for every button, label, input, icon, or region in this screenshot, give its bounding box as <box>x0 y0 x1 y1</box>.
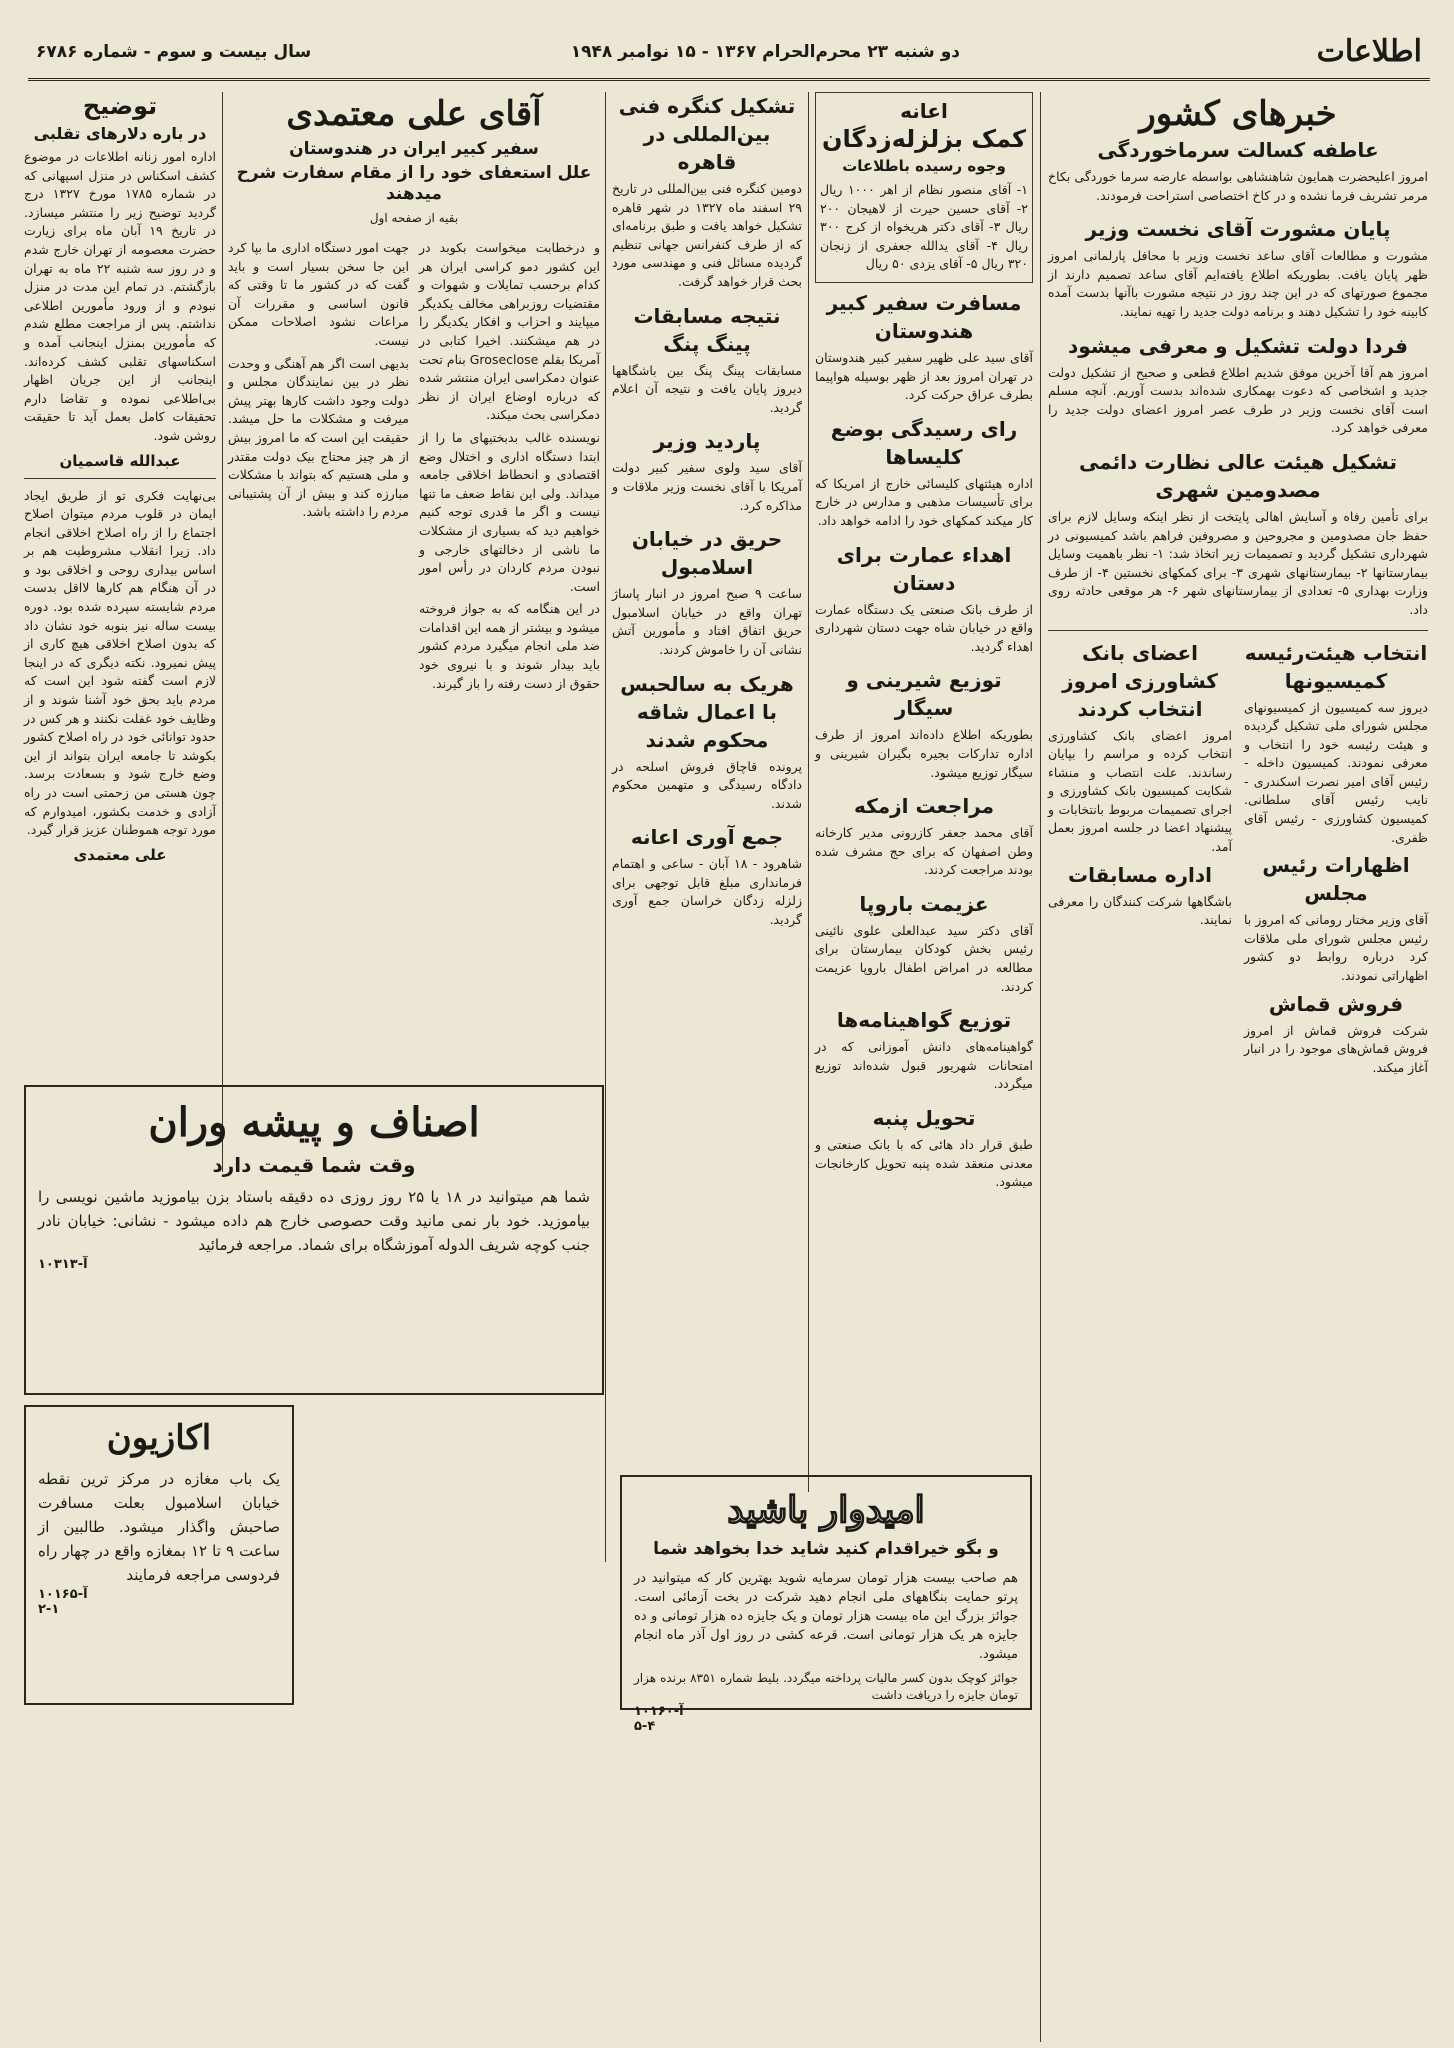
ad-text: شما هم میتوانید در ۱۸ یا ۲۵ روز روزی ده دقیقه باستاد بزن بیاموزید ماشین نویسی را بیاموزید. خود بار نمی مانید وقت حصوصی خارج هم داده میشود - نشانی: خیابان نادر جنب کوچه شریف الدوله آموزشگاه برای شماد. مراجعه فرمائید <box>38 1188 591 1254</box>
story-title: رای رسیدگی بوضع کلیساها <box>830 416 1018 469</box>
ad-subtitle: و بگو خیراقدام کنید شاید خدا بخواهد شما <box>653 1539 999 1559</box>
story-title: اعضای بانک کشاورزی امروز انتخاب کردند <box>1062 640 1218 721</box>
feature-subtitle-2: علل استعفای خود را از مقام سفارت شرح میدهند <box>236 163 592 204</box>
column-rule <box>222 92 223 1172</box>
story-text: آقای محمد جعفر کازرونی مدیر کارخانه وطن اصفهان که برای حج مشرف شده بودند مراجعت کردند. <box>815 825 1033 878</box>
ad-asnaf <box>24 1085 604 1395</box>
story-text: آقای دکتر سید عبدالعلی علوی نائینی رئیس بخش کودکان بیمارستان برای مطالعه در امراض اطفال باروپا عزیمت کردند. <box>815 922 1033 994</box>
divider <box>24 478 216 479</box>
clarification-title: توضیح <box>82 92 158 120</box>
ad-subtitle: وقت شما قیمت دارد <box>212 1153 416 1177</box>
story-text: گواهینامه‌های دانش آموزانی که در امتحانات شهریور قبول شده‌اند توزیع میگردد. <box>815 1039 1033 1092</box>
ad-code: آ-۱۰۱۶۰ <box>634 1704 684 1719</box>
ad-note: جوائز کوچک بدون کسر مالیات پرداخته میگردد. بلیط شماره ۸۳۵۱ برنده هزار تومان جایزه را دریافت داشت <box>634 1671 1018 1702</box>
ad-code: آ-۱۰۳۱۳ <box>38 1257 88 1272</box>
relief-list: ۱- آقای منصور نظام از اهر ۱۰۰۰ ریال ۲- آقای حسین حیرت از لاهیجان ۲۰۰ ریال ۳- آقای دکتر هریخواه از کرج ۳۰۰ ریال ۴- آقای یدالله جعفری از زنجان ۳۲۰ ریال ۵- آقای یزدی ۵۰ ریال <box>820 182 1028 272</box>
column-relief-news <box>815 92 1033 1492</box>
article-continuation-text: بی‌نهایت فکری تو از طریق ایجاد ایمان در قلوب مردم میتوان اصلاح اجتماع را از راه اصلاح اخلاقی انجام داد. زیرا انقلاب مشروطیت هم بر اساس بیداری روحی و اخلاقی بود و در آن هنگام هم کارها لااقل بدست مردم شایسته سپرده شده بود. دوره بیست ساله نیز بنوبه خود نشان داد که بدون اصلاح اخلاقی هیچ کاری از پیش نمیرود. نکته دیگری که در اینجا لازم است گفته شود این است که مردم باید بحق خود آشنا شوند و از وظایف خود غفلت نکنند و هر کس در حدود توانائی خود در راه اصلاح کشور بکوشد تا جامعه ایران بتواند از این وضع خارج شود و بسعادت برسد. چون هستی من زحمتی است در راه آزادی و خدمت بکشور، امیدوارم که مورد توجه هموطنان عزیز قرار گیرد. <box>24 487 216 838</box>
feature-text: نویسنده غالب بدبختیهای ما را از ابتدا دستگاه اداری و اختلال وضع اقتصادی و انحطاط اخلاقی جامعه میداند. ولی این نقاط ضعف ما تنها نیست و اگر ما قدری توجه کنیم خواهیم دید که بسیاری از مشکلات ما ناشی از دخالتهای خارجی و نبودن مردم کاردان در رأس امور است. <box>419 429 600 594</box>
story-title: اداره مسابقات <box>1067 862 1212 887</box>
story-title: عزیمت باروپا <box>859 891 989 916</box>
story-text: باشگاهها شرکت کنندگان را معرفی نمایند. <box>1048 893 1232 928</box>
feature-subcolumn <box>228 235 409 697</box>
story-text: شاهرود - ۱۸ آبان - ساعی و اهتمام فرمانداری مبلغ قابل توجهی برای زلزله زدگان خراسان جمع آوری گردید. <box>612 856 802 928</box>
story-text: اداره هیئتهای کلیسائی خارج از امریکا که برای تأسیسات مذهبی و مدارس در خارج کار میکند کمکهای خود را ادامه خواهد داد. <box>815 475 1033 528</box>
story-text: شرکت فروش قماش از امروز فروش قماش‌های موجود را در انبار آغاز میکند. <box>1244 1022 1428 1075</box>
ad-title: امیدوار باشید <box>727 1489 925 1531</box>
story-title: عاطفه کسالت سرماخوردگی <box>1097 138 1379 162</box>
story <box>1048 215 1428 321</box>
column-rule <box>808 92 809 1492</box>
column-world-news <box>612 92 802 1562</box>
signature: علی معتمدی <box>73 845 167 864</box>
story-text: بطوریکه اطلاع داده‌اند امروز از طرف اداره تدارکات بجیره بگیران شیرینی و سیگار توزیع میشود. <box>815 727 1033 780</box>
feature-text: بدیهی است اگر هم آهنگی و وحدت نظر در بین نمایندگان مجلس و دولت وجود داشت کارها بهتر پیش میرفت و مشکلات ما حل میشد. حقیقت این است که ما امروز بیش از هر چیز محتاج بیک دولت مقتدر و ملی هستیم که بتواند با مشکلات مبارزه کند و بیش از آن پشتیبانی مردم را داشته باشد. <box>228 355 409 520</box>
clarification-subtitle: در باره دلارهای تقلبی <box>33 124 207 143</box>
ad-title: اصناف و پیشه وران <box>148 1099 480 1146</box>
story <box>1048 332 1428 438</box>
relief-title: اعانه <box>900 99 948 123</box>
issue-line: سال بیست و سوم - شماره ۶۷۸۶ <box>36 42 312 62</box>
date-line: دو شنبه ۲۳ محرم‌الحرام ۱۳۶۷ - ۱۵ نوامبر ۱۹۴۸ <box>570 42 960 62</box>
newspaper-logo: اطلاعات <box>1316 34 1422 69</box>
column-feature-article <box>228 92 600 1172</box>
story-text: پرونده قاچاق فروش اسلحه در دادگاه رسیدگی و متهمین محکوم شدند. <box>612 758 802 811</box>
ad-omid <box>620 1475 1032 1734</box>
story-text: امروز اعلیحضرت همایون شاهنشاهی بواسطه عارضه سرما خوردگی بکاخ مرمر تشریف فرما نشده و در کاخ اختصاصی استراحت فرمودند. <box>1048 169 1428 203</box>
story-title: پایان مشورت آقای نخست وزیر <box>1085 217 1391 242</box>
ad-title: اکازیون <box>106 1418 212 1458</box>
story-title: حریق در خیابان اسلامبول <box>631 527 783 580</box>
story-title: جمع آوری اعانه <box>630 825 784 850</box>
feature-continued-note: بقیه از صفحه اول <box>369 211 459 225</box>
story-title: مسافرت سفیر کبیر هندوستان <box>826 290 1022 343</box>
story-text: آقای سید ولوی سفیر کبیر دولت آمریکا با آقای نخست وزیر ملاقات و مذاکره کرد. <box>612 460 802 513</box>
feature-text: و درخطابت میخواست بکوبد در این کشور دمو کراسی ایران هر کدام برحسب تمایلات و شهوات و مقتضیات روزبراهی مخالف یکدیگر میپایند و احزاب و افکار یکدیگر را در هم میشکنند. اخیرا کتابی در آمریکا بقلم Groseclose بنام تحت عنوان دمکراسی ایران منتشر شده که درباره اوضاع ایران از نظر دمکراسی بحث میکند. <box>419 240 600 423</box>
story-title: مراجعت ازمکه <box>853 794 995 819</box>
story-text: آقای وزیر مختار رومانی که امروز با رئیس مجلس شورای ملی ملاقات کرد درباره روابط دو کشور اظهاراتی نمودند. <box>1244 912 1428 984</box>
story-title: پاردید وزیر <box>653 429 761 454</box>
bottom-stories <box>1048 639 1428 1082</box>
story-title: اظهارات رئیس مجلس <box>1262 853 1410 906</box>
story <box>1048 639 1232 1082</box>
story-title: فروش قماش <box>1268 991 1404 1016</box>
feature-title: آقای علی معتمدی <box>286 94 542 134</box>
story-title: تشکیل هیئت عالی نظارت دائمی مصدومین شهری <box>1078 449 1398 502</box>
story-title: تشکیل کنگره فنی بین‌المللی در قاهره <box>618 94 796 174</box>
column-national-news <box>1048 92 1428 2042</box>
column-rule <box>605 92 606 1562</box>
divider <box>1048 630 1428 631</box>
feature-body <box>228 235 600 697</box>
feature-subtitle: سفیر کبیر ایران در هندوستان <box>289 139 539 159</box>
relief-title-main: کمک بزلزله‌زدگان <box>821 125 1026 153</box>
ad-text: هم صاحب بیست هزار تومان سرمایه شوید بهترین کار که میتوانید در پرتو حمایت بنگاههای ملی انجام دهید شرکت در بخت آزمائی است. جوائز بزرگ این ماه بیست هزار تومان و یک جایزه ده هزار تومانی و ده جایزه هر یک هزار تومانی است. قرعه کشی در روز اول آذر ماه انجام میشود. <box>634 1571 1018 1662</box>
story <box>1048 448 1428 620</box>
story <box>1048 136 1428 205</box>
story-text: برای تأمین رفاه و آسایش اهالی پایتخت از نظر اینکه وسایل لازم برای حفظ جان مصدومین و مجروحین و مصروفین فراهم باشد کمیسیونی در شهرداری تشکیل گردید و تصمیمات زیر اتخاذ شد: ۱- نظر باهمیت وسایل بیمارستانها ۲- بیمارستانهای شهری ۳- برای کمکهای نخستین ۴- از طرف وزارت بهداری ۵- تعدادی از بیمارستانهای شهر ۶- هر موقعی حادثه روی داد. <box>1048 508 1429 617</box>
story-text: ساعت ۹ صبح امروز در انبار پاساژ تهران واقع در خیابان اسلامبول حریق اتفاق افتاد و مأمورین آتش نشانی آن را خاموش کردند. <box>612 586 802 657</box>
feature-text: جهت امور دستگاه اداری ما بپا کرد این جا سخن بسیار است و باید گفت که در کشور ما تا وقتی که قانون اساسی و مقررات آن مراعات نشود اصلاحات ممکن نیست. <box>228 240 409 348</box>
story-text: امروز اعضای بانک کشاورزی انتخاب کرده و مراسم را بپایان رساندند. علت انتصاب و منشاء شکایت کمیسیون بانک کشاورزی و اجرای تصمیمات مربوط بانتخابات و پیشنهاد اعضا در جلسه امروز بعمل آمد. <box>1048 727 1232 855</box>
feature-text: در این هنگامه که به جواز فروخته میشود و بیشتر از همه این اقدامات ضد ملی انجام میگیرد مردم کشور باید بیدار شوند و با نیروی خود حقوق از دست رفته را باز گیرند. <box>419 601 600 691</box>
masthead <box>28 34 1430 81</box>
story-title: توزیع گواهینامه‌ها <box>836 1008 1012 1033</box>
relief-box <box>815 92 1033 283</box>
signature: عبدالله قاسمیان <box>59 451 181 470</box>
story-title: توزیع شیرینی و سیگار <box>846 668 1002 721</box>
column-rule <box>1040 92 1041 2042</box>
story-title: هریک به سالحبس با اعمال شاقه محکوم شدند <box>620 671 794 752</box>
ad-code: آ-۱۰۱۶۵ <box>38 1587 88 1602</box>
national-news-header: خبرهای کشور <box>1139 94 1337 134</box>
ad-kazino <box>24 1405 294 1705</box>
ad-text: یک باب مغازه در مرکز ترین نقطه خیابان اسلامبول بعلت مسافرت صاحبش واگذار میشود. طالبین از ساعت ۹ تا ۱۲ بمغازه واقع در چهار راه فردوسی مراجعه فرمایند <box>38 1470 281 1584</box>
relief-subtitle: وجوه رسیده باطلاعات <box>842 157 1006 175</box>
story-text: آقای سید علی ظهیر سفیر کبیر هندوستان در تهران امروز بعد از ظهر بوسیله هواپیما بطرف عراق حرکت کرد. <box>815 349 1033 403</box>
story-title: انتخاب هیئت‌رئیسه کمیسیونها <box>1244 640 1428 693</box>
story-text: مسابقات پینگ پنگ بین باشگاهها دیروز پایان یافت و نتیجه آن اعلام گردید. <box>612 362 802 415</box>
story-title: نتیجه مسابقات پینگ پنگ <box>633 303 781 356</box>
story <box>1244 639 1428 1082</box>
story-text: مشورت و مطالعات آقای ساعد نخست وزیر با محافل پارلمانی امروز ظهر پایان یافت. بطوریکه اطلاع یافته‌ایم آقای ساعد تصمیم دارند از مجموع صورتهای که در این چند روز در نتیجه مشورت باآنها بدست آمده کابینه خود را تشکیل دهند و برنامه دولت جدید را تهیه نمایند. <box>1048 248 1428 319</box>
story-text: امروز هم آقا آخرین موفق شدیم اطلاع قطعی و صحیح از تشکیل دولت جدید و اشخاصی که دعوت بهمکاری شده‌اند بدست آوریم. آنچه مسلم است آقای نخست وزیر در طرف عصر امروز اعضای دولت جدید را معرفی خواهد کرد. <box>1048 364 1428 436</box>
ad-code: ۵-۴ <box>634 1719 656 1734</box>
clarification-text: اداره امور زنانه اطلاعات در موضوع کشف اسکناس در منزل اسپهانی که در شماره ۱۷۸۵ مورخ ۱۳۲۷ درج گردید توضیح زیر را منتشر میسازد. در تاریخ ۱۹ آبان ماه برای زیارت حضرت معصومه از تهران خارج شدم و در روز سه شنبه ۲۲ ماه به تهران بازگشتم. در تمام این مدت در منزل نبودم و از ورود مأمورین اطلاعی نداشتم. پس از مراجعت مطلع شدم که مأمورین بمنزل اینجانب آمده و اسکناسهای تقلبی کشف کرده‌اند. اینجانب از این جریان اظهار بی‌اطلاعی نموده و تقاضا دارم تحقیقات کامل بعمل آید تا حقیقت روشن شود. <box>24 149 216 443</box>
story-text: از طرف بانک صنعتی یک دستگاه عمارت واقع در خیابان شاه جهت دستان شهرداری اهداء گردید. <box>815 601 1033 654</box>
story-title: اهداء عمارت برای دستان <box>836 542 1012 595</box>
ad-code: ۲-۱ <box>38 1602 60 1617</box>
feature-subcolumn <box>419 235 600 697</box>
story-text: دیروز سه کمیسیون از کمیسیونهای مجلس شورای ملی تشکیل گردیده و هیئت رئیسه خود را انتخاب و معرفی نمودند. کمیسیون داخله - رئیس آقای امیر نصرت اسکندری - نایب رئیس آقای سلطانی. کمیسیون کشاورزی - رئیس آقای ظفری. <box>1244 699 1428 845</box>
story-title: فردا دولت تشکیل و معرفی میشود <box>1068 333 1408 358</box>
story-text: دومین کنگره فنی بین‌المللی در تاریخ ۲۹ اسفند ماه ۱۳۲۷ در شهر قاهره تشکیل خواهد یافت و طبق برنامه‌ای که از طرف کنفرانس جهانی تنظیم گردیده مسائل فنی و مهندسی مورد بحث قرار خواهد گرفت. <box>612 181 803 289</box>
story-text: طبق قرار داد هائی که با بانک صنعتی و معدنی منعقد شده پنبه تحویل کارخانجات میشود. <box>815 1137 1033 1190</box>
story-title: تحویل پنبه <box>872 1106 976 1131</box>
